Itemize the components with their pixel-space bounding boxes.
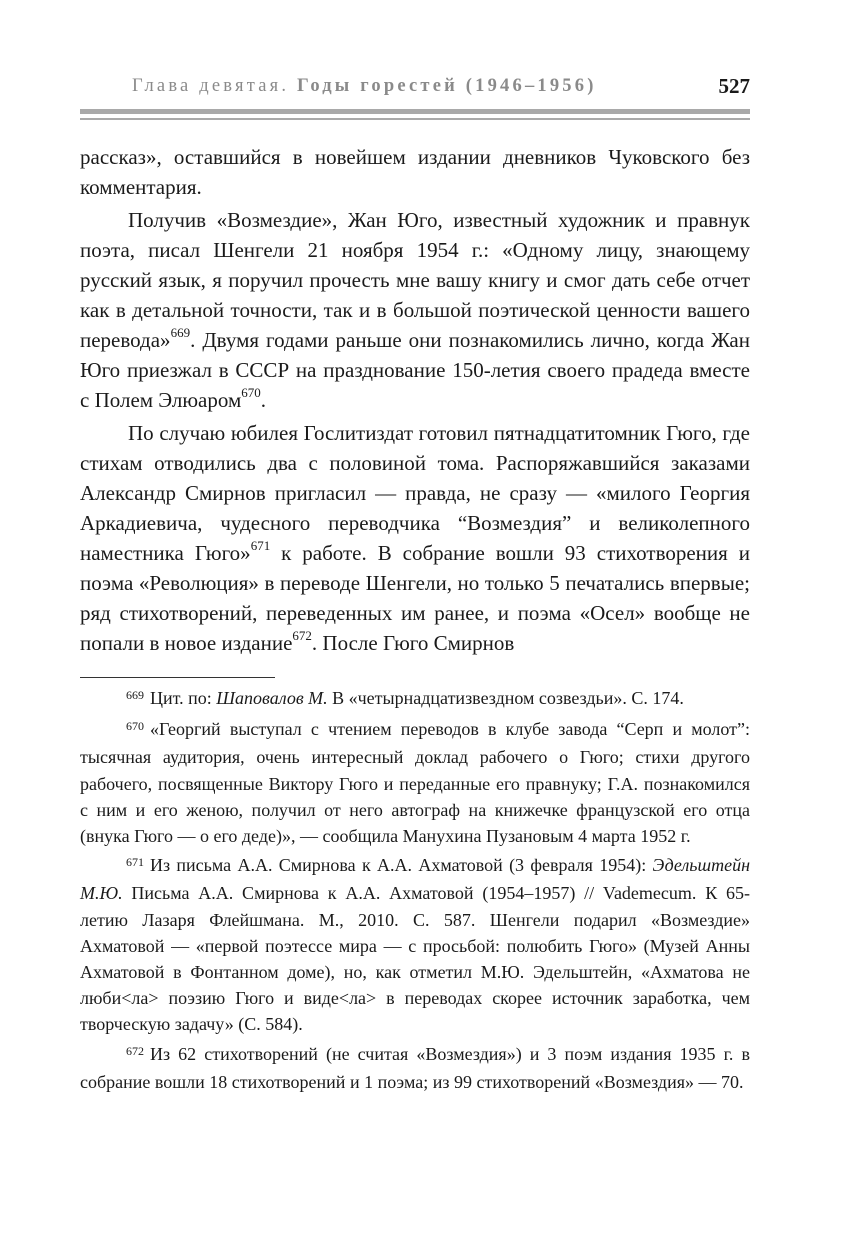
footnote-number: 671 [126,855,144,870]
footnote-text: Письма А.А. Смирнова к А.А. Ахматовой (1954–1957) // Vademecum. К 65-летию Лазаря Флейшмана. М., 2010. С. 587. Шенгели подарил «Возмездие» Ахматовой — «первой поэтессе мира — с просьбой: полюбить Гюго» (Музей Анны Ахматовой в Фонтанном доме), но, как отметил М.Ю. Эдельштейн, «Ахматова не люби<ла> поэзию Гюго и виде<ла> в переводах скорее источник заработка, чем творческую задачу» (С. 584). [80,883,750,1035]
footnote-author: Эдельштейн М.Ю. [80,855,750,904]
paragraph-1 [80,142,750,202]
footnote-672 [80,1041,750,1095]
main-text [80,142,750,658]
footnote-prefix: Из письма А.А. Смирнова к А.А. Ахматовой (3 февраля 1954): [150,855,653,876]
page-number: 527 [718,74,750,98]
footnote-ref-669[interactable]: 669 [170,325,191,340]
footnote-number: 672 [126,1043,144,1058]
footnote-text: «Георгий выступал с чтением переводов в клубе завода “Серп и молот”: тысячная аудитория, очень интересный доклад рабочего о Гюго; стихи другого рабочего, посвященные Виктору Гюго и переданные его правнуку; Г.А. познакомился с ним и его женою, получил от него автограф на книжечке французской его отца (внука Гюго — о его деде)», — сообщила Манухина Пузановым 4 марта 1952 г. [80,719,750,847]
paragraph-3 [80,418,750,658]
paragraph-1-text: рассказ», оставшийся в новейшем издании дневников Чуковского без комментария. [80,145,750,199]
footnote-number: 669 [126,688,144,702]
footnote-text: Из 62 стихотворений (не считая «Возмездия») и 3 поэм издания 1935 г. в собрание вошли 18 стихотворений и 1 поэма; из 99 стихотворений «Возмездия» — 70. [80,1043,750,1092]
paragraph-2 [80,205,750,415]
footnote-ref-672[interactable]: 672 [292,628,312,643]
running-head [132,76,597,97]
paragraph-3-text-c: . После Гюго Смирнов [311,631,515,655]
footnote-ref-671[interactable]: 671 [250,538,271,553]
chapter-label: Глава девятая. [132,76,290,96]
paragraph-3-text-b: к работе. В собрание вошли 93 стихотворения и поэма «Революция» в переводе Шенгели, но только 5 печатались впервые; ряд стихотворений, переведенных им ранее, и поэма «Осел» вообще не попали в новое издание [80,541,750,655]
paragraph-2-text-b: . Двумя годами раньше они познакомились лично, когда Жан Юго приезжал в СССР на празднование 150-летия своего прадеда вместе с Полем Элюаром [80,328,750,412]
paragraph-3-text-a: По случаю юбилея Гослитиздат готовил пятнадцатитомник Гюго, где стихам отводились два с половиной тома. Распоряжавшийся заказами Александр Смирнов пригласил — правда, не сразу — «милого Георгия Аркадиевича, чудесного переводчика “Возмездия” и великолепного наместника Гюго» [80,421,750,565]
footnote-670 [80,716,750,849]
footnote-number: 670 [126,719,144,734]
footnotes [80,685,750,1098]
chapter-title: Годы горестей (1946–1956) [296,76,597,96]
paragraph-2-text-a: Получив «Возмездие», Жан Юго, известный художник и правнук поэта, писал Шенгели 21 ноября 1954 г.: «Одному лицу, знающему русский язык, я поручил прочесть мне вашу книгу и смог дать себе отчет как в детальной точности, так и в большой поэтической ценности вашего перевода» [80,208,750,352]
header-rule-thick [80,109,750,114]
running-header [80,74,750,104]
footnote-669 [80,685,750,713]
paragraph-2-text-c: . [260,388,267,412]
footnote-671 [80,852,750,1037]
footnote-author: Шаповалов М. [216,688,328,708]
footnote-prefix: Цит. по: [150,688,217,708]
header-rule-thin [80,118,750,120]
footnote-text: В «четырнадцатизвездном созвездьи». С. 174. [327,688,684,708]
footnote-ref-670[interactable]: 670 [241,385,261,400]
footnote-separator [80,677,275,678]
